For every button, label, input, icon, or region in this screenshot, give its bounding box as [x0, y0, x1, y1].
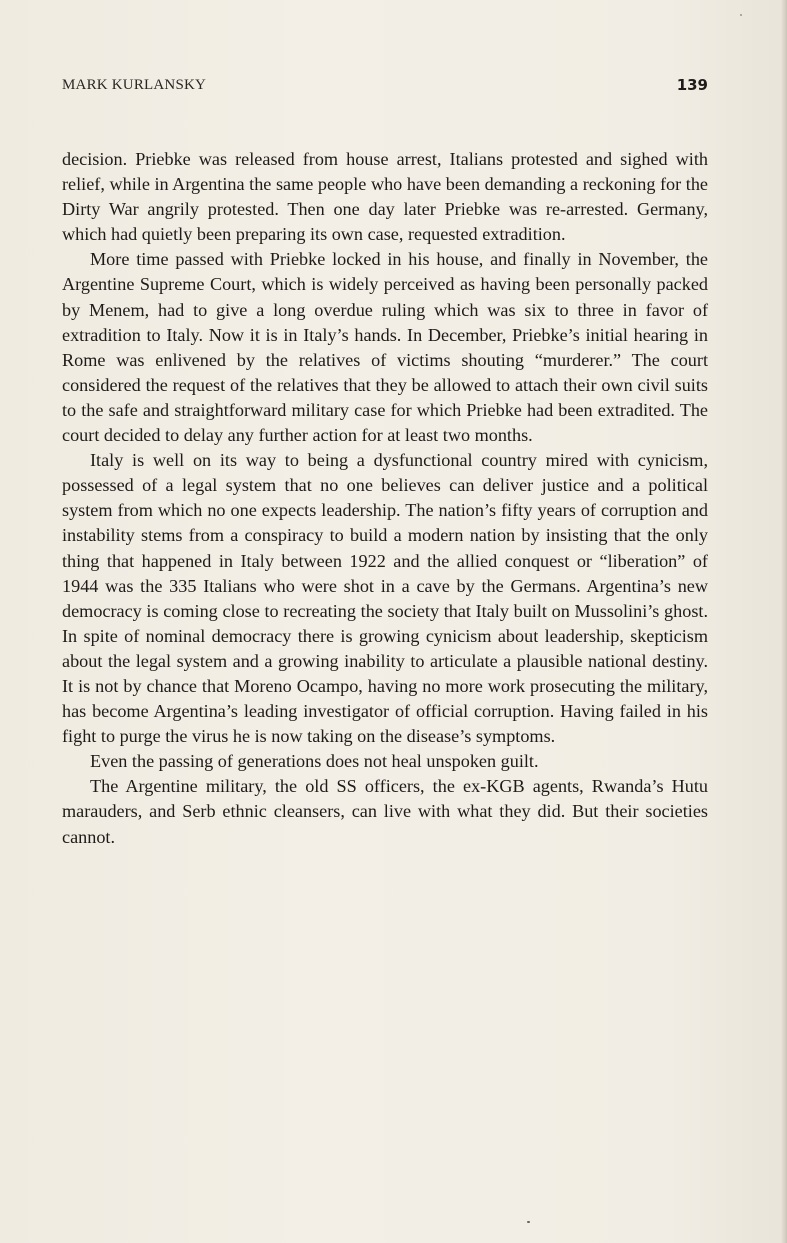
paragraph: More time passed with Priebke locked in his house, and finally in November, the Argentine Supreme Court, which is widely perceived as having been personally packed by Menem, had to give a long overdue ruling which was six to three in favor of extradition to Italy. Now it is in Italy’s hands. In December, Priebke’s initial hearing in Rome was enlivened by the relatives of victims shouting “murderer.” The court considered the request of the relatives that they be allowed to attach their own civil suits to the safe and straightforward military case for which Priebke had been extradited. The court decided to delay any further action for at least two months.	[62, 249, 708, 446]
paragraph: The Argentine military, the old SS officers, the ex-KGB agents, Rwanda’s Hutu marauders, and Serb ethnic cleansers, can live with what they did. But their societies cannot.	[62, 776, 708, 847]
author-name: MARK KURLANSKY	[62, 77, 207, 93]
paragraph: Even the passing of generations does not heal unspoken guilt.	[90, 751, 539, 772]
paragraph-continued: decision. Priebke was released from house arrest, Italians protested and sighed with relief, while in Argentina the same people who have been demanding a reckoning for the Dirty War angrily protested. Then one day later Priebke was re-arrested. Germany, which had quietly been preparing its own case, requested extradition.	[62, 149, 708, 245]
body-text	[62, 147, 708, 850]
speck-mark	[527, 1221, 530, 1223]
page-number: 139	[676, 76, 708, 94]
paragraph: Italy is well on its way to being a dysfunctional country mired with cynicism, possessed of a legal system that no one believes can deliver justice and a political system from which no one expects leadership. The nation’s fifty years of corruption and instability stems from a conspiracy to build a modern nation by insisting that the only thing that happened in Italy between 1922 and the allied conquest or “liberation” of 1944 was the 335 Italians who were shot in a cave by the Germans. Argentina’s new democracy is coming close to recreating the society that Italy built on Mussolini’s ghost. In spite of nominal democracy there is growing cynicism about leadership, skepticism about the legal system and a growing inability to articulate a plausible national destiny. It is not by chance that Moreno Ocampo, having no more work prosecuting the military, has become Argentina’s leading investigator of official corruption. Having failed in his fight to purge the virus he is now taking on the disease’s symptoms.	[62, 450, 708, 747]
page-edge-shadow	[781, 0, 787, 1243]
speck-mark	[740, 14, 742, 16]
running-header	[62, 77, 708, 99]
